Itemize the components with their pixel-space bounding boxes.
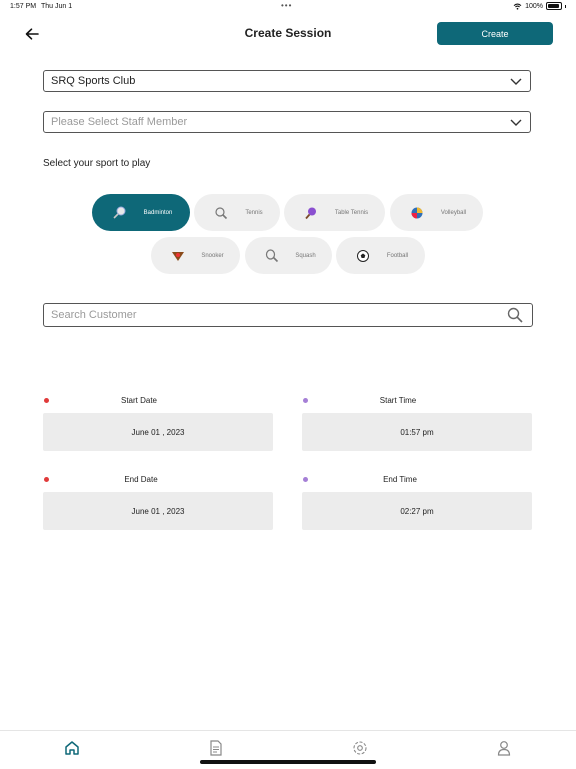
status-time: 1:57 PM xyxy=(10,3,37,10)
staff-select[interactable] xyxy=(43,111,531,133)
tab-groups[interactable] xyxy=(351,739,369,757)
page-title: Create Session xyxy=(244,26,332,40)
sport-section-label: Select your sport to play xyxy=(43,158,151,169)
sport-label: Snooker xyxy=(201,252,224,259)
status-bar xyxy=(0,0,576,14)
staff-select-placeholder: Please Select Staff Member xyxy=(51,116,188,128)
tab-documents[interactable] xyxy=(207,739,225,757)
start-date-value: June 01 , 2023 xyxy=(131,427,185,437)
squash-icon xyxy=(265,249,279,263)
document-icon xyxy=(209,740,223,756)
tab-home[interactable] xyxy=(63,739,81,757)
battery-icon xyxy=(546,2,562,10)
start-time-label: Start Time xyxy=(379,396,417,405)
badminton-icon xyxy=(112,206,126,220)
home-indicator xyxy=(200,760,376,764)
end-date-label: End Date xyxy=(124,475,158,484)
start-date-label: Start Date xyxy=(120,396,157,405)
sport-pill-volleyball[interactable] xyxy=(390,194,483,231)
chevron-down-icon xyxy=(510,76,522,86)
volleyball-icon xyxy=(410,206,424,220)
club-select-value: SRQ Sports Club xyxy=(51,75,136,87)
end-date-value: June 01 , 2023 xyxy=(131,506,185,516)
club-select[interactable] xyxy=(43,70,531,92)
chevron-down-icon xyxy=(510,117,522,127)
snooker-icon xyxy=(171,249,185,263)
home-icon xyxy=(64,740,80,756)
end-time-value: 02:27 pm xyxy=(400,506,434,516)
tab-profile[interactable] xyxy=(495,739,513,757)
sport-label: Football xyxy=(386,252,409,259)
football-icon xyxy=(356,249,370,263)
sport-label: Badminton xyxy=(143,209,173,216)
end-date-field[interactable] xyxy=(43,492,273,530)
end-time-label: End Time xyxy=(383,475,417,484)
sport-pill-football[interactable] xyxy=(336,237,425,274)
sport-pill-badminton[interactable] xyxy=(92,194,190,231)
sport-pill-tennis[interactable] xyxy=(194,194,280,231)
sport-label: Table Tennis xyxy=(334,209,369,216)
sport-label: Volleyball xyxy=(440,209,467,216)
status-right xyxy=(513,2,566,10)
group-icon xyxy=(352,740,368,756)
battery-percent: 100% xyxy=(525,2,543,10)
customer-search[interactable] xyxy=(43,303,533,327)
sport-label: Tennis xyxy=(245,209,263,216)
wifi-icon xyxy=(513,3,522,10)
search-icon[interactable] xyxy=(507,307,523,323)
start-time-field[interactable] xyxy=(302,413,532,451)
sport-label: Squash xyxy=(295,252,316,259)
sport-pill-squash[interactable] xyxy=(245,237,332,274)
status-date: Thu Jun 1 xyxy=(41,3,73,10)
start-time-value: 01:57 pm xyxy=(400,427,434,437)
customer-search-input[interactable] xyxy=(51,309,491,321)
create-button[interactable]: Create xyxy=(437,22,553,45)
table-tennis-icon xyxy=(304,206,318,220)
multitasking-dots[interactable]: ••• xyxy=(281,1,293,10)
sport-pill-snooker[interactable] xyxy=(151,237,240,274)
sport-pill-table-tennis[interactable] xyxy=(284,194,385,231)
end-time-field[interactable] xyxy=(302,492,532,530)
profile-icon xyxy=(497,740,511,756)
start-date-field[interactable] xyxy=(43,413,273,451)
tennis-icon xyxy=(214,206,228,220)
